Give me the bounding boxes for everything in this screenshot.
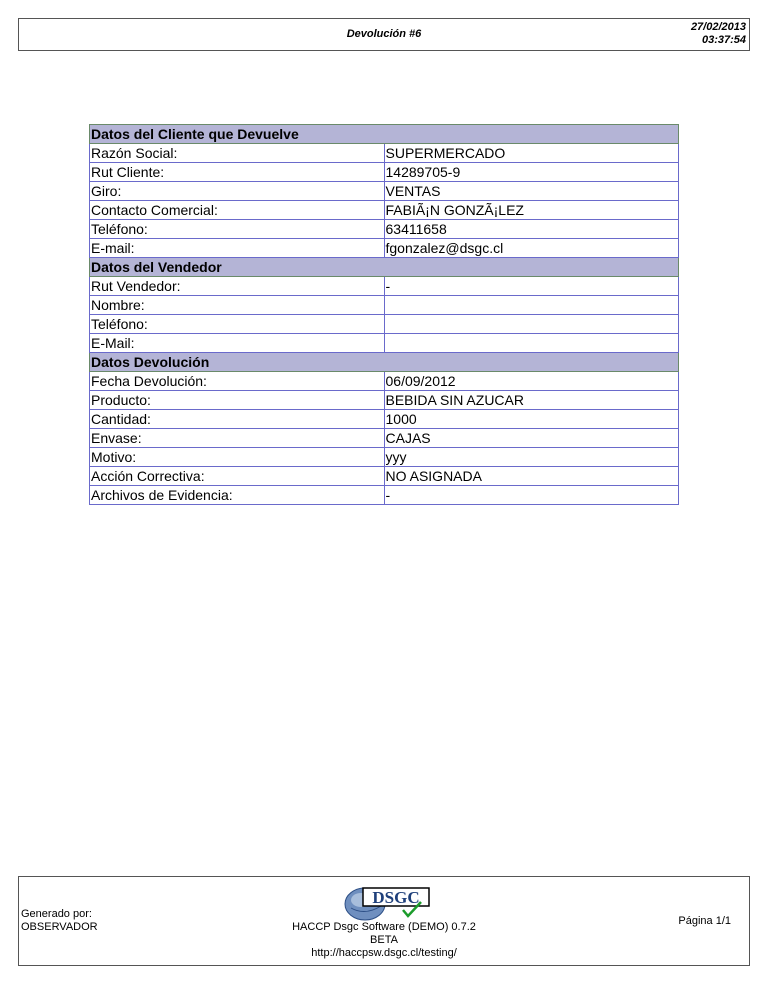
table-row (90, 239, 679, 258)
software-info (19, 921, 749, 960)
report-header (18, 18, 750, 51)
logo-text: DSGC (372, 888, 420, 907)
table-row (90, 182, 679, 201)
row-value: 1000 (384, 410, 679, 429)
row-value: 63411658 (384, 220, 679, 239)
section-header-cliente (90, 125, 679, 144)
row-label: Teléfono: (90, 220, 385, 239)
row-label: Razón Social: (90, 144, 385, 163)
table-row (90, 410, 679, 429)
table-row (90, 220, 679, 239)
table-row (90, 467, 679, 486)
row-value: 06/09/2012 (384, 372, 679, 391)
report-title: Devolución #6 (346, 28, 422, 40)
table-row (90, 448, 679, 467)
row-value: VENTAS (384, 182, 679, 201)
table-row (90, 296, 679, 315)
report-time: 03:37:54 (701, 34, 746, 46)
dsgc-logo (341, 880, 433, 922)
page-number: Página 1/1 (678, 915, 731, 927)
generated-user: OBSERVADOR (21, 921, 98, 933)
row-value: - (384, 277, 679, 296)
table-row (90, 391, 679, 410)
row-value: BEBIDA SIN AZUCAR (384, 391, 679, 410)
row-value (384, 334, 679, 353)
row-label: Nombre: (90, 296, 385, 315)
section-header-devolucion (90, 353, 679, 372)
table-row (90, 429, 679, 448)
software-url: http://haccpsw.dsgc.cl/testing/ (311, 947, 457, 959)
row-value: SUPERMERCADO (384, 144, 679, 163)
table-row (90, 201, 679, 220)
section-title: Datos del Cliente que Devuelve (90, 125, 679, 144)
table-row (90, 144, 679, 163)
table-row (90, 372, 679, 391)
table-row (90, 163, 679, 182)
table-row (90, 486, 679, 505)
row-label: Contacto Comercial: (90, 201, 385, 220)
row-label: Teléfono: (90, 315, 385, 334)
table-row (90, 277, 679, 296)
row-label: Producto: (90, 391, 385, 410)
row-label: Archivos de Evidencia: (90, 486, 385, 505)
row-value: CAJAS (384, 429, 679, 448)
row-label: Envase: (90, 429, 385, 448)
table-row (90, 315, 679, 334)
row-label: E-mail: (90, 239, 385, 258)
software-beta: BETA (370, 934, 398, 946)
row-label: Giro: (90, 182, 385, 201)
generated-label: Generado por: (21, 908, 92, 920)
row-value: yyy (384, 448, 679, 467)
row-label: Cantidad: (90, 410, 385, 429)
row-value: FABIÃ¡N GONZÃ¡LEZ (384, 201, 679, 220)
return-details-table (89, 124, 679, 505)
section-title: Datos del Vendedor (90, 258, 679, 277)
report-footer (18, 876, 750, 966)
row-label: E-Mail: (90, 334, 385, 353)
row-value: fgonzalez@dsgc.cl (384, 239, 679, 258)
section-title: Datos Devolución (90, 353, 679, 372)
software-name: HACCP Dsgc Software (DEMO) 0.7.2 (292, 921, 476, 933)
report-date: 27/02/2013 (690, 21, 746, 33)
section-header-vendedor (90, 258, 679, 277)
table-row (90, 334, 679, 353)
row-value (384, 296, 679, 315)
row-value: - (384, 486, 679, 505)
row-label: Motivo: (90, 448, 385, 467)
row-value: 14289705-9 (384, 163, 679, 182)
report-timestamp (691, 21, 746, 47)
row-label: Rut Vendedor: (90, 277, 385, 296)
row-label: Fecha Devolución: (90, 372, 385, 391)
row-value: NO ASIGNADA (384, 467, 679, 486)
row-value (384, 315, 679, 334)
row-label: Rut Cliente: (90, 163, 385, 182)
row-label: Acción Correctiva: (90, 467, 385, 486)
